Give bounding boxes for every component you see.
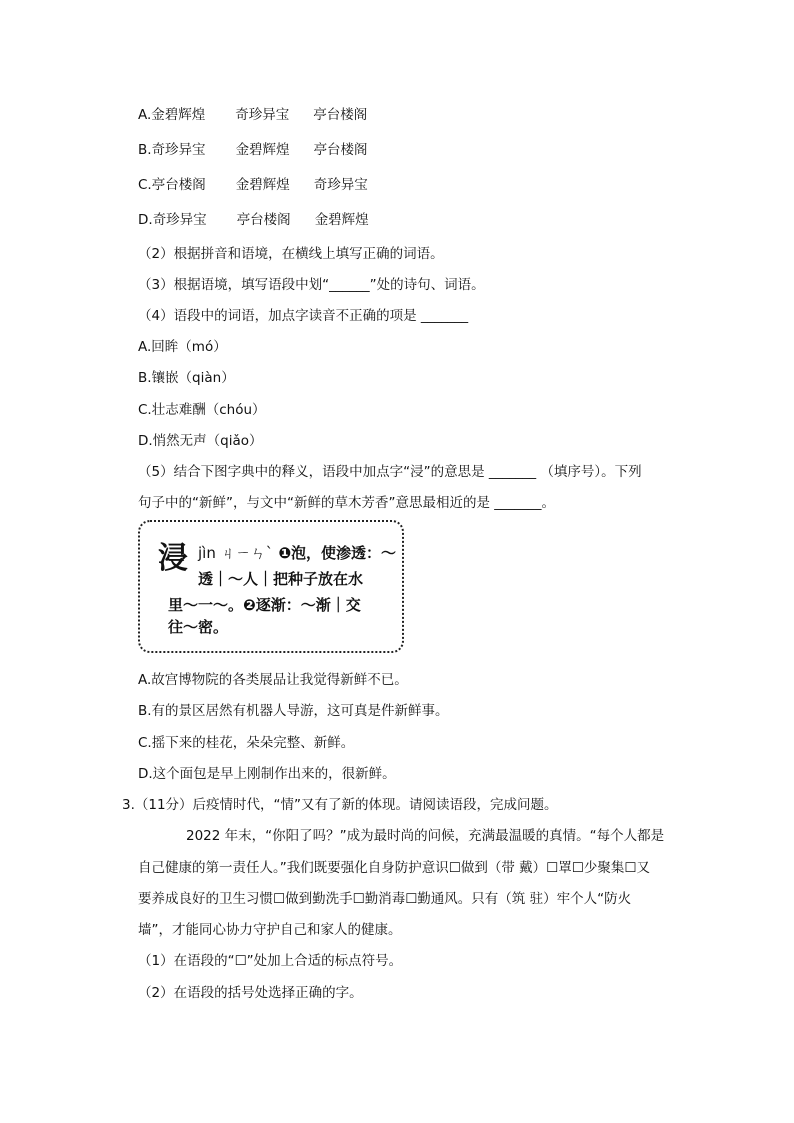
question-5-line1: （5）结合下图字典中的释义，语段中加点字“浸”的意思是 _______ （填序号）。下列 — [138, 464, 642, 480]
question-4: （4）语段中的词语，加点字读音不正确的项是 _______ — [138, 308, 469, 324]
option-item: 奇珍异宝 — [313, 177, 368, 193]
q4-option-d: D.悄然无声（qiǎo） — [138, 433, 263, 449]
option-row-a — [138, 106, 367, 124]
question-2: （2）根据拼音和语境，在横线上填写正确的词语。 — [138, 246, 444, 262]
question-3: （3）根据语境，填写语段中划“______”处的诗句、词语。 — [138, 277, 485, 293]
option-row-c — [138, 176, 368, 194]
dictionary-line-4: 往～密。 — [168, 618, 229, 636]
question-5-line2: 句子中的“新鲜”，与文中“新鲜的草木芳香”意思最相近的是 _______。 — [138, 495, 556, 511]
option-item: 奇珍异宝 — [152, 212, 207, 228]
option-item: 金碧辉煌 — [235, 142, 290, 158]
option-label: C. — [138, 177, 152, 193]
option-item: 亭台楼阁 — [236, 212, 291, 228]
q4-option-b: B.镶嵌（qiàn） — [138, 370, 235, 386]
passage-line-1: 2022 年末，“你阳了吗？”成为最时尚的问候，充满最温暖的真情。“每个人都是 — [186, 828, 665, 844]
passage-line-2: 自己健康的第一责任人。”我们既要强化自身防护意识☐做到（带 戴）☐罩☐少聚集☐又 — [138, 860, 650, 876]
option-item: 亭台楼阁 — [313, 142, 368, 158]
option-item: 亭台楼阁 — [151, 177, 206, 193]
q4-option-c: C.壮志难酬（chóu） — [138, 402, 266, 418]
dictionary-line-1 — [198, 540, 396, 566]
option-label: B. — [138, 142, 152, 158]
option-item: 亭台楼阁 — [313, 107, 368, 123]
dictionary-pinyin: jìn ㄐㄧㄣˋ — [198, 544, 274, 562]
option-item: 金碧辉煌 — [151, 107, 206, 123]
option-label: D. — [138, 212, 153, 228]
option-item: 金碧辉煌 — [314, 212, 369, 228]
passage-line-4: 墙”，才能同心协力守护自己和家人的健康。 — [138, 922, 402, 938]
option-item: 金碧辉煌 — [235, 177, 290, 193]
section-3-question-2: （2）在语段的括号处选择正确的字。 — [138, 985, 363, 1001]
option-row-b — [138, 141, 368, 159]
q5-option-c: C.摇下来的桂花，朵朵完整、新鲜。 — [138, 735, 355, 751]
section-3-question-1: （1）在语段的“☐”处加上合适的标点符号。 — [138, 953, 403, 969]
option-item: 奇珍异宝 — [151, 142, 206, 158]
option-label: A. — [138, 107, 152, 123]
dictionary-def-1: ❶泡，使渗透：～ — [278, 544, 397, 562]
option-row-d — [138, 211, 369, 229]
dictionary-line-3: 里～一～。❷逐渐：～渐｜交 — [168, 596, 361, 614]
passage-line-3: 要养成良好的卫生习惯☐做到勤洗手☐勤消毒☐勤通风。只有（筑 驻）牢个人“防火 — [138, 891, 632, 907]
section-3-header: 3.（11分）后疫情时代，“情”又有了新的体现。请阅读语段，完成问题。 — [122, 797, 558, 813]
dictionary-headword: 浸 — [158, 541, 188, 576]
q4-option-a: A.回眸（mó） — [138, 339, 227, 355]
dictionary-line-2: 透｜～人｜把种子放在水 — [198, 570, 364, 588]
q5-option-b: B.有的景区居然有机器人导游，这可真是件新鲜事。 — [138, 703, 449, 719]
q5-option-a: A.故宫博物院的各类展品让我觉得新鲜不已。 — [138, 672, 408, 688]
q5-option-d: D.这个面包是早上刚制作出来的，很新鲜。 — [138, 766, 396, 782]
option-item: 奇珍异宝 — [235, 107, 290, 123]
